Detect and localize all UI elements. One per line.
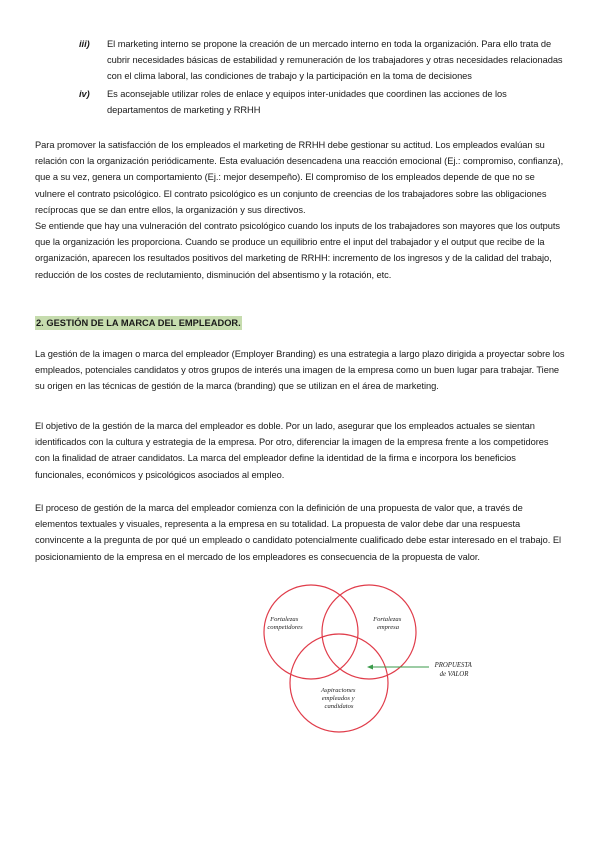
list-marker: iii) <box>79 39 90 49</box>
arrow-head <box>367 665 373 670</box>
list-item-text: El marketing interno se propone la creación de un mercado interno en toda la organización. Para ello trata de cubrir necesidades básicas de estabilidad y remuneración de los trabajadores y otras necesidades relacionadas con el clima laboral, las condiciones de trabajo y la participación en la toma de decisiones <box>107 39 563 82</box>
venn-label-aspirations: Aspiraciones empleados y candidatos <box>320 687 356 710</box>
venn-circle-competitors <box>264 585 358 679</box>
paragraph-value-proposition: El proceso de gestión de la marca del empleador comienza con la definición de una propuesta de valor que, a través de elementos textuales y visuales, representa a la empresa en su totalidad. La propuesta de valor debe dar una respuesta convincente a la pregunta de por qué un empleado o candidato potencialmente cualificado debe estar interesado en el trabajo. El posicionamiento de la empresa en el mercado de los empleadores es consecuencia de la propuesta de valor. <box>35 503 562 562</box>
paragraph-objective: El objetivo de la gestión de la marca del empleador es doble. Por un lado, asegurar que los empleados actuales se sientan identificados con la cultura y estrategia de la empresa. Por otro, diferenciar la imagen de la empresa frente a los competidores con la finalidad de atraer candidatos. La marca del empleador define la identidad de la firma e incorpora los beneficios funcionales, económicos y psicológicos asociados al empleo. <box>35 421 549 480</box>
value-proposition-label: PROPUESTA de VALOR <box>434 662 472 678</box>
paragraph-employer-branding: La gestión de la imagen o marca del empleador (Employer Branding) es una estrategia a largo plazo dirigida a proyectar sobre los empleados, potenciales candidatos y otros grupos de interés una imagen de la empresa como un buen lugar para trabajar. Tiene su origen en las técnicas de gestión de la marca (branding) que se utilizan en el área de marketing. <box>35 349 565 392</box>
list-marker: iv) <box>79 88 90 99</box>
list-item-text: Es aconsejable utilizar roles de enlace y equipos inter-unidades que coordinen las acciones de los departamentos de marketing y RRHH <box>107 88 507 115</box>
list-item <box>79 36 565 85</box>
section-heading: 2. GESTIÓN DE LA MARCA DEL EMPLEADOR. <box>36 318 241 328</box>
venn-label-competitors: Fortalezas competidores <box>267 616 303 631</box>
paragraph-part-b: Se entiende que hay una vulneración del contrato psicológico cuando los inputs de los trabajadores son mayores que los outputs que la organización les proporciona. Cuando se produce un equilibrio entre el input del trabajador y el output que recibe de la organización, aparecen los resultados positivos del marketing de RRHH: incremento de los ingresos y de la calidad del trabajo, reducción de los costes de reclutamiento, disminución del absentismo y la rotación, etc. <box>35 221 561 280</box>
list-item <box>79 86 565 118</box>
paragraph-part-a: Para promover la satisfacción de los empleados el marketing de RRHH debe gestionar su actitud. Los empleados evalúan su relación con la organización periódicamente. Esta evaluación desencadena una reacción emocional (Ej.: compromiso, confianza), que a su vez, genera un comportamiento (Ej.: mejor desempeño). El compromiso de los empleados depende de que no se vulnere el contrato psicológico. El contrato psicológico es un conjunto de creencias de los trabajadores sobre las obligaciones recíprocas que se dan entre ellos, la organización y sus directivos. <box>35 140 564 215</box>
venn-diagram <box>255 575 525 735</box>
venn-label-company: Fortalezas empresa <box>373 616 402 631</box>
venn-circle-company <box>322 585 416 679</box>
venn-circle-aspirations <box>290 634 388 732</box>
paragraph-psychological-contract <box>35 137 565 283</box>
numbered-list <box>79 36 565 118</box>
